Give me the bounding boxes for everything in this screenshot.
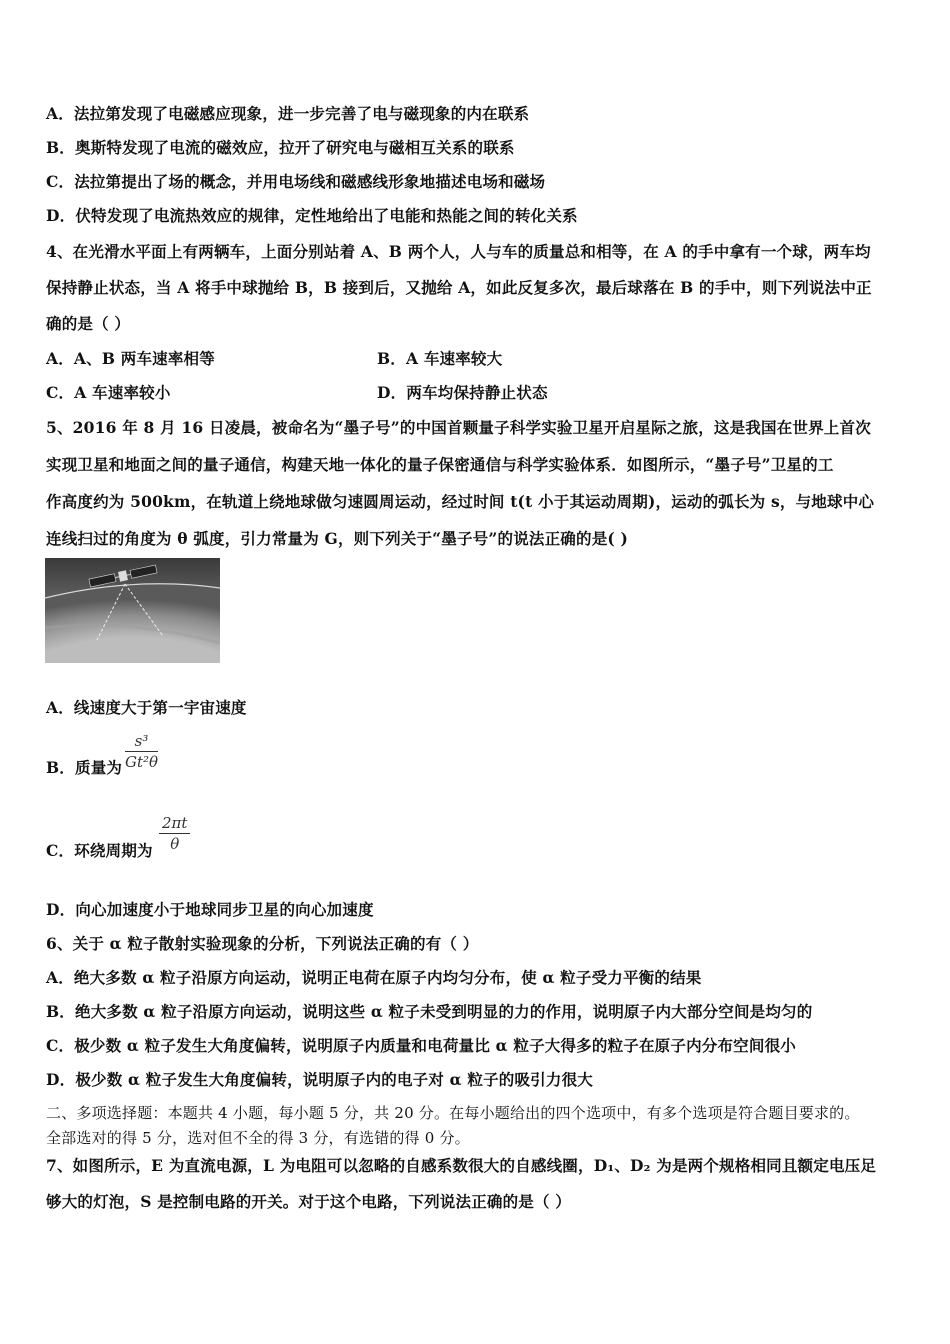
q5-option-b-label: B．质量为 — [46, 758, 123, 777]
q4-option-c: C．A 车速率较小 — [46, 383, 171, 402]
q3-option-b: B．奥斯特发现了电流的磁效应，拉开了研究电与磁相互关系的联系 — [46, 138, 515, 157]
q3-option-d: D．伏特发现了电流热效应的规律，定性地给出了电能和热能之间的转化关系 — [46, 206, 578, 225]
q6-option-c: C．极少数 α 粒子发生大角度偏转，说明原子内质量和电荷量比 α 粒子大得多的粒子在原子内分布空间很小 — [46, 1036, 796, 1055]
q5-option-c-fraction — [159, 814, 190, 853]
q5-stem-line-4: 连线扫过的角度为 θ 弧度，引力常量为 G，则下列关于“墨子号”的说法正确的是( ) — [46, 529, 629, 548]
q5-stem-line-3: 作高度约为 500km，在轨道上绕地球做匀速圆周运动，经过时间 t(t 小于其运动周期)，运动的弧长为 s，与地球中心 — [46, 492, 875, 511]
q4-option-b: B．A 车速率较大 — [377, 349, 503, 368]
satellite-image — [45, 558, 220, 663]
q6-stem: 6、关于 α 粒子散射实验现象的分析，下列说法正确的有（ ） — [46, 934, 479, 953]
q5-option-b-numerator: s³ — [125, 732, 158, 752]
q3-option-c: C．法拉第提出了场的概念，并用电场线和磁感线形象地描述电场和磁场 — [46, 172, 546, 191]
q5-option-c-denominator: θ — [170, 835, 180, 853]
q6-option-b: B．绝大多数 α 粒子沿原方向运动，说明这些 α 粒子未受到明显的力的作用，说明原子内大部分空间是均匀的 — [46, 1002, 813, 1021]
q5-option-d: D．向心加速度小于地球同步卫星的向心加速度 — [46, 900, 374, 919]
q4-stem-line-2: 保持静止状态，当 A 将手中球抛给 B，B 接到后，又抛给 A，如此反复多次，最后球落在 B 的手中，则下列说法中正 — [46, 278, 872, 297]
q6-option-a: A．绝大多数 α 粒子沿原方向运动，说明正电荷在原子内均匀分布，使 α 粒子受力平衡的结果 — [46, 968, 702, 987]
q7-stem-line-2: 够大的灯泡，S 是控制电路的开关。对于这个电路，下列说法正确的是（ ） — [46, 1192, 571, 1211]
q5-option-b-denominator: Gt²θ — [125, 753, 159, 771]
q7-stem-line-1: 7、如图所示，E 为直流电源，L 为电阻可以忽略的自感系数很大的自感线圈，D₁、D₂ 为是两个规格相同且额定电压足 — [46, 1156, 877, 1175]
q4-stem-line-1: 4、在光滑水平面上有两辆车，上面分别站着 A、B 两个人，人与车的质量总和相等，在 A 的手中拿有一个球，两车均 — [46, 242, 871, 261]
q4-option-d: D．两车均保持静止状态 — [377, 383, 548, 402]
q4-stem-line-3: 确的是（ ） — [46, 314, 131, 333]
section2-instructions-line-1: 二、多项选择题：本题共 4 小题，每小题 5 分，共 20 分。在每小题给出的四个选项中，有多个选项是符合题目要求的。 — [46, 1104, 860, 1122]
q5-stem-line-2: 实现卫星和地面之间的量子通信，构建天地一体化的量子保密通信与科学实验体系．如图所示，“墨子号”卫星的工 — [46, 455, 834, 474]
q5-option-a: A．线速度大于第一宇宙速度 — [46, 698, 247, 717]
q5-option-b-fraction — [125, 732, 158, 771]
q5-option-c-numerator: 2πt — [159, 814, 190, 834]
q5-stem-line-1: 5、2016 年 8 月 16 日凌晨，被命名为“墨子号”的中国首颗量子科学实验卫星开启星际之旅，这是我国在世界上首次 — [46, 418, 871, 437]
q4-option-a: A．A、B 两车速率相等 — [46, 349, 215, 368]
q5-option-c-label: C．环绕周期为 — [46, 841, 153, 860]
section2-instructions-line-2: 全部选对的得 5 分，选对但不全的得 3 分，有选错的得 0 分。 — [46, 1129, 470, 1147]
q6-option-d: D．极少数 α 粒子发生大角度偏转，说明原子内的电子对 α 粒子的吸引力很大 — [46, 1070, 593, 1089]
q3-option-a: A．法拉第发现了电磁感应现象，进一步完善了电与磁现象的内在联系 — [46, 104, 530, 123]
